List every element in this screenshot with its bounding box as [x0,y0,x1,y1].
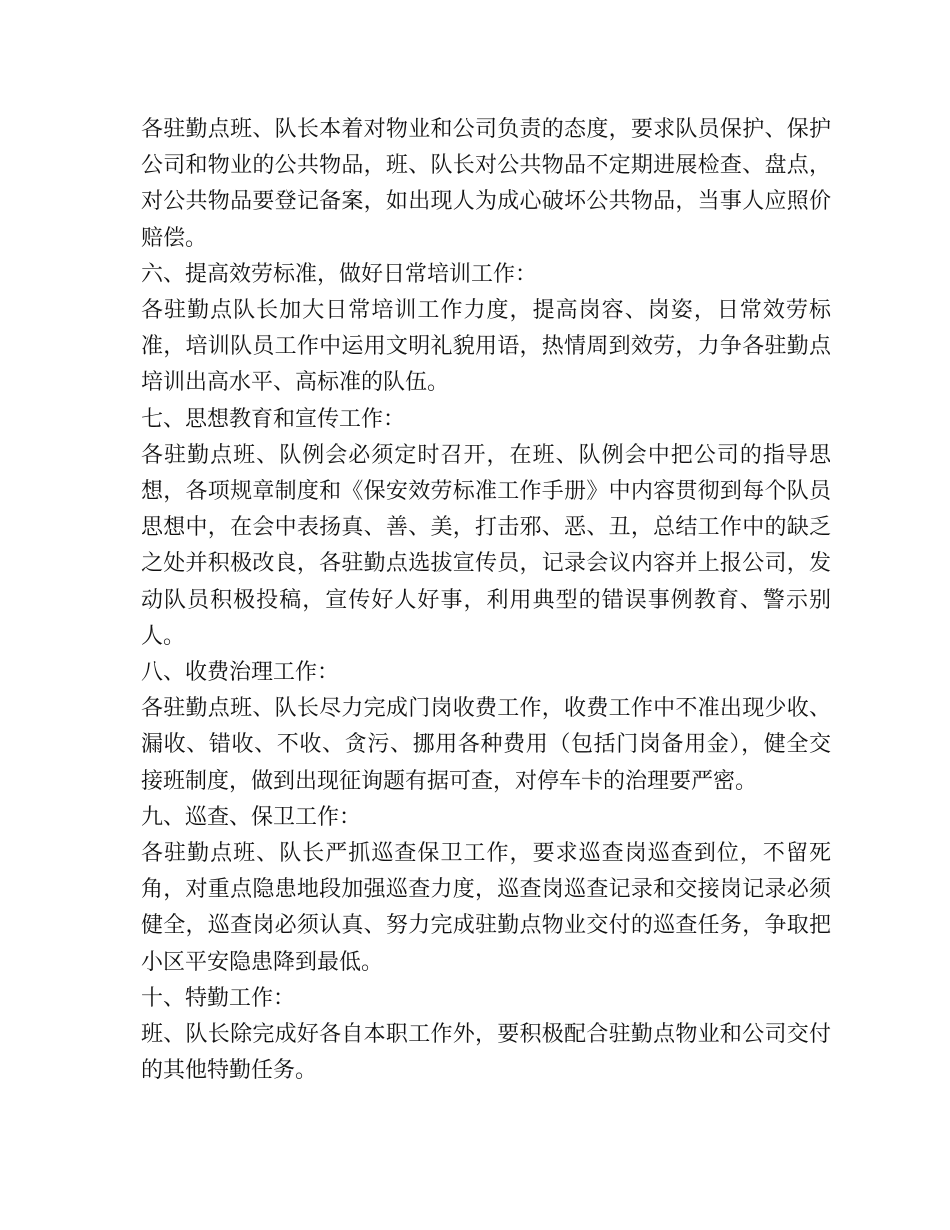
section-heading-7: 七、思想教育和宣传工作： [141,406,406,432]
paragraph-training: 各驻勤点队长加大日常培训工作力度，提高岗容、岗姿，日常效劳标准，培训队员工作中运用文明礼貌用语，热情周到效劳，力争各驻勤点培训出高水平、高标准的队伍。 [141,298,831,396]
paragraph-patrol: 各驻勤点班、队长严抓巡查保卫工作，要求巡查岗巡查到位，不留死角，对重点隐患地段加强巡查力度，巡查岗巡查记录和交接岗记录必须健全，巡查岗必须认真、努力完成驻勤点物业交付的巡查任务，争取把小区平安隐患降到最低。 [141,841,831,975]
paragraph-public-property: 各驻勤点班、队长本着对物业和公司负责的态度，要求队员保护、保护公司和物业的公共物品，班、队长对公共物品不定期进展检查、盘点，对公共物品要登记备案，如出现人为成心破坏公共物品，当事人应照价赔偿。 [141,117,831,251]
section-heading-6: 六、提高效劳标准，做好日常培训工作： [141,261,538,287]
document-body [141,112,831,1089]
section-heading-10: 十、特勤工作： [141,985,296,1011]
paragraph-education: 各驻勤点班、队例会必须定时召开，在班、队例会中把公司的指导思想，各项规章制度和《保安效劳标准工作手册》中内容贯彻到每个队员思想中，在会中表扬真、善、美，打击邪、恶、丑，总结工作中的缺乏之处并积极改良，各驻勤点选拔宣传员，记录会议内容并上报公司，发动队员积极投稿，宣传好人好事，利用典型的错误事例教育、警示别人。 [141,442,831,649]
paragraph-special-duty: 班、队长除完成好各自本职工作外，要积极配合驻勤点物业和公司交付的其他特勤任务。 [141,1022,831,1084]
section-heading-8: 八、收费治理工作： [141,660,340,686]
paragraph-fees: 各驻勤点班、队长尽力完成门岗收费工作，收费工作中不准出现少收、漏收、错收、不收、贪污、挪用各种费用（包括门岗备用金），健全交接班制度，做到出现征询题有据可查，对停车卡的治理要严密。 [141,696,831,794]
section-heading-9: 九、巡查、保卫工作： [141,804,362,830]
